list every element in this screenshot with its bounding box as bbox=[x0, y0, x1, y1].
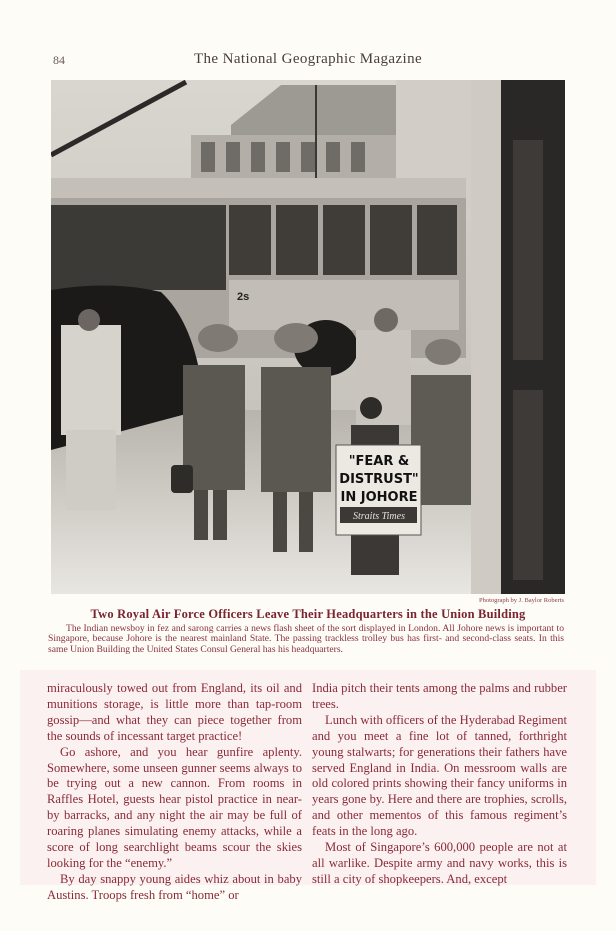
paragraph: Go ashore, and you hear gunfire aplenty. Somewhere, some unseen gunner seems always to be trying out a new cannon. From rooms in Raffles Hotel, guests hear pistol practice in near-by barracks, and any night the air may be full of roaring planes simulating enemy attacks, while a score of long searchlight beams scour the skies looking for the “enemy.” bbox=[47, 744, 302, 870]
placard-masthead: Straits Times bbox=[353, 511, 405, 522]
placard-line-1: "FEAR & bbox=[348, 454, 410, 469]
handbag bbox=[171, 465, 193, 493]
article-body bbox=[47, 681, 567, 902]
placard-line-2: DISTRUST" bbox=[339, 472, 419, 487]
man-white-suit bbox=[61, 325, 121, 435]
left-column bbox=[47, 681, 302, 902]
paragraph: India pitch their tents among the palms and rubber trees. bbox=[312, 681, 567, 711]
running-head: The National Geographic Magazine bbox=[193, 51, 423, 67]
right-column bbox=[312, 681, 567, 886]
paragraph: miraculously towed out from England, its oil and munitions storage, is little more than tap-room gossip—and what they can piece together from the sounds of incessant target practice! bbox=[47, 681, 302, 743]
caption-body: The Indian newsboy in fez and sarong carries a news flash sheet of the sort displayed in London. All Johore news is important to Singapore, because Johore is the nearest mainland State. The passing trackless trolley bus has first- and second-class seats. In this same Union Building the United States Consul General has his headquarters. bbox=[48, 623, 564, 655]
paragraph: By day snappy young aides whiz about in baby Austins. Troops fresh from “home” or bbox=[47, 871, 302, 902]
pith-helmet bbox=[198, 324, 238, 352]
officer-right bbox=[261, 367, 331, 492]
placard-line-3: IN JOHORE bbox=[340, 490, 418, 505]
bus-number: 2s bbox=[237, 291, 250, 303]
caption-title: Two Royal Air Force Officers Leave Their Headquarters in the Union Building bbox=[90, 607, 526, 621]
page-number: 84 bbox=[53, 53, 65, 67]
building-arcade bbox=[191, 135, 396, 180]
photograph bbox=[51, 80, 565, 594]
photo-credit: Photograph by J. Baylor Roberts bbox=[478, 597, 564, 604]
pith-helmet bbox=[274, 323, 318, 353]
photo-illustration bbox=[51, 80, 565, 594]
paragraph: Lunch with officers of the Hyderabad Regiment and you meet a fine lot of tanned, forthright young stalwarts; for generations their fathers have served England in India. On messroom walls are old colored prints showing their fancy uniforms in years gone by. Here and there are trophies, scrolls, and other mementos of this famous regiment’s feats in the long ago. bbox=[312, 712, 567, 839]
paragraph: Most of Singapore’s 600,000 people are not at all warlike. Despite army and navy works, this is still a city of shopkeepers. And, except bbox=[312, 840, 567, 886]
newsboy-fez bbox=[360, 397, 382, 419]
bus-roof bbox=[51, 178, 466, 200]
